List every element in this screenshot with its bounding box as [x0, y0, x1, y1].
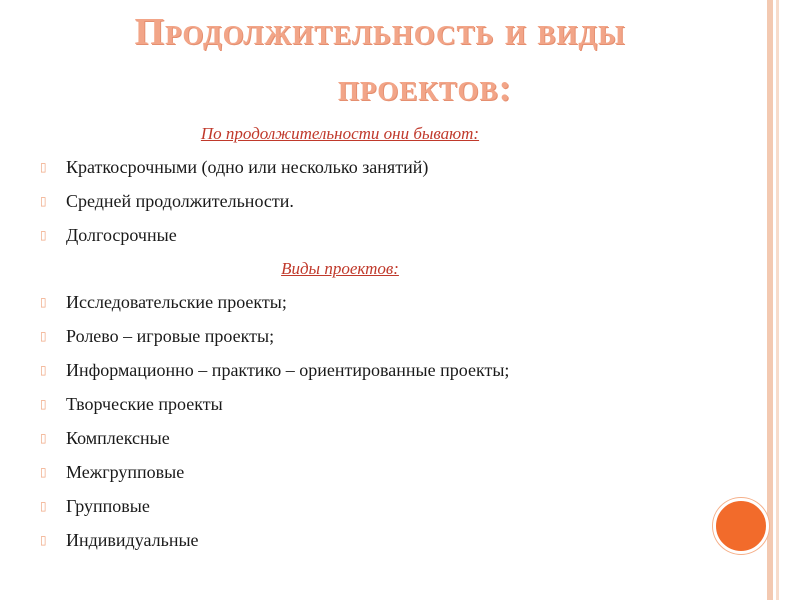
slide-title-line1: Продолжительность и виды — [134, 11, 626, 53]
list-item-text: Исследовательские проекты; — [66, 292, 287, 312]
bullet-icon: ▯ — [40, 228, 47, 242]
list-item — [0, 358, 509, 392]
list-item-text: Информационно – практико – ориентированные проекты; — [66, 360, 510, 380]
list-item — [0, 324, 509, 358]
list-item — [0, 290, 509, 324]
list-item — [0, 494, 509, 528]
list-item-text: Индивидуальные — [66, 530, 199, 550]
slide-title — [40, 4, 720, 116]
list-item — [0, 426, 509, 460]
bullet-icon: ▯ — [40, 499, 47, 513]
list-item — [0, 392, 509, 426]
list-item — [0, 460, 509, 494]
list-item-text: Долгосрочные — [66, 225, 177, 245]
bullet-icon: ▯ — [40, 160, 47, 174]
list-item — [0, 223, 428, 257]
list-item — [0, 155, 428, 189]
project-types-list — [0, 290, 509, 562]
list-item-text: Групповые — [66, 496, 150, 516]
list-item-text: Ролево – игровые проекты; — [66, 326, 275, 346]
duration-heading: По продолжительности они бывают: — [200, 124, 480, 143]
bullet-icon: ▯ — [40, 194, 47, 208]
decorative-stripe — [767, 0, 773, 600]
bullet-icon: ▯ — [40, 397, 47, 411]
list-item-text: Межгрупповые — [66, 462, 185, 482]
duration-list — [0, 155, 428, 257]
list-item — [0, 528, 509, 562]
list-item-text: Краткосрочными (одно или несколько занятий) — [66, 157, 429, 177]
bullet-icon: ▯ — [40, 431, 47, 445]
bullet-icon: ▯ — [40, 329, 47, 343]
list-item-text: Комплексные — [66, 428, 170, 448]
bullet-icon: ▯ — [40, 465, 47, 479]
decorative-circle — [713, 498, 769, 554]
slide-title-line2: проектов: — [337, 67, 513, 109]
decorative-stripe-thin — [776, 0, 779, 600]
bullet-icon: ▯ — [40, 533, 47, 547]
bullet-icon: ▯ — [40, 363, 47, 377]
bullet-icon: ▯ — [40, 295, 47, 309]
list-item-text: Средней продолжительности. — [66, 191, 294, 211]
list-item-text: Творческие проекты — [66, 394, 223, 414]
project-types-heading: Виды проектов: — [281, 259, 399, 278]
list-item — [0, 189, 428, 223]
